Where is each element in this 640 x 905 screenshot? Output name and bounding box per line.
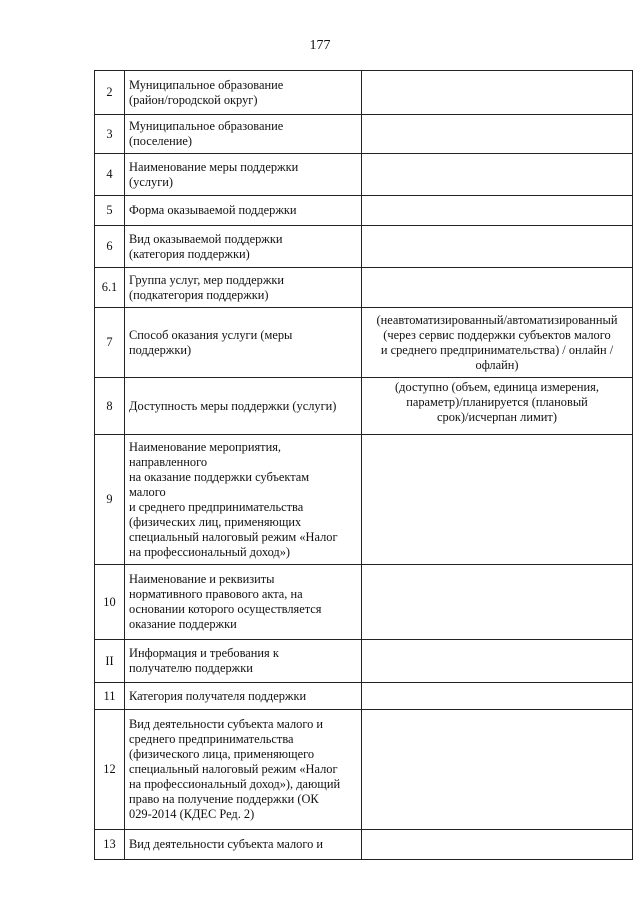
- table-row: [95, 71, 633, 115]
- table-row: [95, 308, 633, 378]
- field-value: [362, 640, 633, 683]
- field-value-line: срок)/исчерпан лимит): [437, 410, 557, 424]
- table-row: [95, 196, 633, 226]
- field-value-line: и среднего предпринимательства) / онлайн /: [380, 342, 614, 357]
- field-label-line: (услуги): [129, 174, 174, 189]
- field-label-line: (район/городской округ): [129, 92, 258, 107]
- row-number: 6: [95, 226, 125, 268]
- field-label-line: специальный налоговый режим «Налог: [129, 529, 338, 544]
- field-label-line: (физических лиц, применяющих: [129, 514, 302, 529]
- field-label: [125, 226, 362, 268]
- field-value: [362, 268, 633, 308]
- field-label-line: Вид оказываемой поддержки: [129, 231, 283, 246]
- field-value-line: (доступно (объем, единица измерения,: [395, 380, 599, 394]
- field-value-line: (неавтоматизированный/автоматизированный: [376, 312, 618, 327]
- field-label-line: получателю поддержки: [129, 661, 253, 675]
- field-value: [362, 710, 633, 830]
- field-label-line: (категория поддержки): [129, 246, 250, 261]
- field-label-line: поддержки): [129, 342, 192, 357]
- field-label-line: нормативного правового акта, на: [129, 587, 303, 601]
- table-row: [95, 268, 633, 308]
- field-label-line: Наименование мероприятия,: [129, 439, 282, 454]
- field-label: [125, 71, 362, 115]
- field-label: [125, 154, 362, 196]
- table-row: [95, 378, 633, 435]
- field-label: [125, 435, 362, 565]
- field-label: [125, 308, 362, 378]
- field-label-line: Муниципальное образование: [129, 119, 284, 133]
- field-value: [362, 683, 633, 710]
- field-value: [362, 71, 633, 115]
- row-number: 5: [95, 196, 125, 226]
- table-row: [95, 640, 633, 683]
- field-value: [362, 196, 633, 226]
- field-value: [362, 115, 633, 154]
- field-label-line: Форма оказываемой поддержки: [129, 203, 297, 217]
- field-label-line: малого: [129, 484, 166, 499]
- table-row: [95, 830, 633, 860]
- field-label: [125, 378, 362, 435]
- field-label: [125, 565, 362, 640]
- field-label-line: Способ оказания услуги (меры: [129, 327, 293, 342]
- field-value: [362, 435, 633, 565]
- row-number: 11: [95, 683, 125, 710]
- row-number: 3: [95, 115, 125, 154]
- field-label: [125, 115, 362, 154]
- field-label-line: оказание поддержки: [129, 617, 237, 631]
- row-number: II: [95, 640, 125, 683]
- field-label-line: и среднего предпринимательства: [129, 499, 304, 514]
- field-label-line: направленного: [129, 454, 208, 469]
- field-label-line: право на получение поддержки (ОК: [129, 792, 319, 806]
- table-row: [95, 226, 633, 268]
- field-label: [125, 196, 362, 226]
- field-label-line: Вид деятельности субъекта малого и: [129, 837, 324, 851]
- field-label-line: (физического лица, применяющего: [129, 747, 315, 761]
- field-label-line: на оказание поддержки субъектам: [129, 469, 310, 484]
- field-label-line: на профессиональный доход»): [129, 544, 291, 559]
- row-number: 2: [95, 71, 125, 115]
- field-label-line: Доступность меры поддержки (услуги): [129, 398, 337, 413]
- row-number: 9: [95, 435, 125, 565]
- table-row: [95, 154, 633, 196]
- field-label-line: Муниципальное образование: [129, 77, 284, 92]
- field-value-line: офлайн): [475, 357, 519, 372]
- field-label: [125, 268, 362, 308]
- field-label-line: специальный налоговый режим «Налог: [129, 762, 338, 776]
- field-label-line: Вид деятельности субъекта малого и: [129, 717, 324, 731]
- row-number: 4: [95, 154, 125, 196]
- row-number: 8: [95, 378, 125, 435]
- field-value: [362, 226, 633, 268]
- field-label: [125, 830, 362, 860]
- field-value: [362, 378, 633, 435]
- field-label-line: среднего предпринимательства: [129, 732, 294, 746]
- form-table: [94, 70, 633, 860]
- field-label-line: Наименование меры поддержки: [129, 159, 299, 174]
- field-label: [125, 710, 362, 830]
- field-value-line: параметр)/планируется (плановый: [406, 395, 588, 409]
- row-number: 6.1: [95, 268, 125, 308]
- row-number: 12: [95, 710, 125, 830]
- field-label-line: Группа услуг, мер поддержки: [129, 272, 285, 287]
- table-row: [95, 435, 633, 565]
- table-row: [95, 710, 633, 830]
- field-label-line: Информация и требования к: [129, 646, 279, 660]
- field-value: [362, 154, 633, 196]
- field-label: [125, 640, 362, 683]
- field-label-line: на профессиональный доход»), дающий: [129, 777, 341, 791]
- field-value: [362, 830, 633, 860]
- field-label-line: Категория получателя поддержки: [129, 688, 307, 703]
- row-number: 10: [95, 565, 125, 640]
- row-number: 13: [95, 830, 125, 860]
- field-label-line: 029-2014 (КДЕС Ред. 2): [129, 807, 255, 821]
- field-value: [362, 565, 633, 640]
- page-number: 177: [309, 38, 331, 53]
- table-row: [95, 115, 633, 154]
- table-row: [95, 565, 633, 640]
- field-label-line: (подкатегория поддержки): [129, 287, 269, 302]
- table-row: [95, 683, 633, 710]
- field-label-line: (поселение): [129, 134, 192, 148]
- field-value-line: (через сервис поддержки субъектов малого: [383, 327, 611, 342]
- field-value: [362, 308, 633, 378]
- field-label: [125, 683, 362, 710]
- field-label-line: Наименование и реквизиты: [129, 572, 275, 586]
- row-number: 7: [95, 308, 125, 378]
- field-label-line: основании которого осуществляется: [129, 602, 322, 616]
